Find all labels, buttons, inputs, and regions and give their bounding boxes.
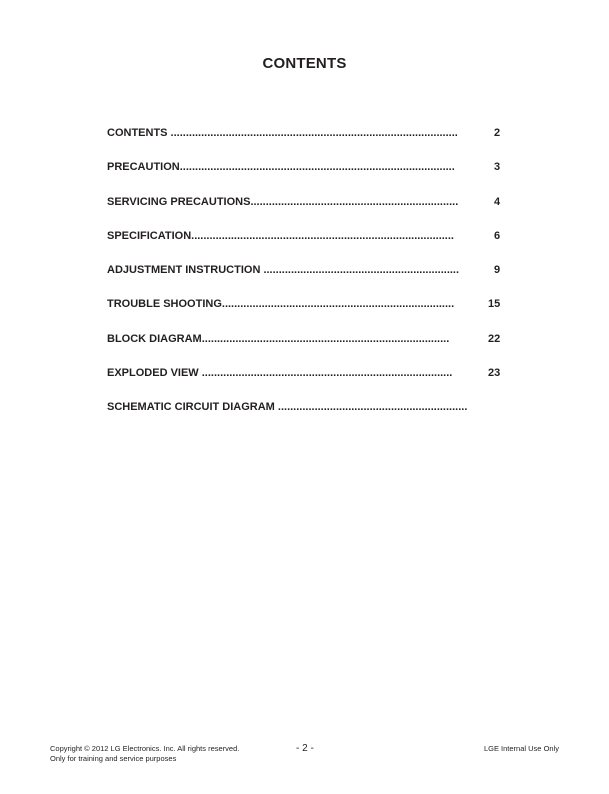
toc-leader: ..................................................................................: [198, 367, 453, 380]
toc-entry-text: [107, 196, 458, 208]
toc-leader: ..............................................................................................: [167, 127, 458, 139]
toc-label: CONTENTS: [107, 127, 168, 139]
toc-label: PRECAUTION: [107, 161, 180, 174]
toc-entry-servicing-precautions[interactable]: [107, 196, 507, 230]
copyright-notice: Copyright © 2012 LG Electronics. Inc. All rights reserved.: [50, 744, 240, 753]
toc-entry-adjustment-instruction[interactable]: [107, 264, 507, 298]
toc-leader: .................................................................................: [201, 332, 450, 345]
toc-leader: ............................................................................: [221, 298, 455, 311]
toc-entry-text: [107, 161, 455, 173]
toc-page-number: 23: [488, 367, 501, 380]
toc-label: ADJUSTMENT INSTRUCTION: [107, 264, 261, 277]
toc-label: SPECIFICATION: [107, 229, 192, 242]
toc-entry-text: [107, 333, 449, 345]
toc-entry-text: [107, 230, 454, 242]
training-notice: Only for training and service purposes: [50, 754, 177, 763]
toc-page-number: 22: [488, 332, 501, 345]
toc-entry-contents[interactable]: [107, 127, 507, 161]
toc-entry-text: [107, 264, 459, 276]
toc-entry-text: [107, 367, 452, 379]
toc-leader: ..........................................................................................: [179, 161, 455, 174]
toc-entry-text: [107, 127, 458, 139]
toc-page-number: 15: [488, 298, 501, 311]
footer-copyright-block: [50, 744, 239, 764]
toc-label: BLOCK DIAGRAM: [107, 332, 202, 345]
toc-entry-specification[interactable]: [107, 230, 507, 264]
toc-entry-text: [107, 401, 467, 413]
page-number: - 2 -: [296, 743, 314, 754]
toc-leader: ....................................................................: [250, 195, 459, 208]
toc-leader: ......................................................................................: [191, 229, 454, 242]
toc-label: SERVICING PRECAUTIONS: [107, 195, 251, 208]
table-of-contents: [107, 127, 507, 436]
toc-page-number: 4: [494, 195, 501, 208]
toc-entry-text: [107, 298, 454, 310]
toc-page-number: 6: [494, 229, 501, 242]
toc-label: TROUBLE SHOOTING: [107, 298, 222, 311]
toc-leader: ................................................................: [260, 264, 460, 277]
toc-page-number: 3: [494, 161, 501, 174]
internal-use-notice: LGE Internal Use Only: [483, 744, 559, 753]
page-title: CONTENTS: [262, 55, 347, 72]
toc-page-number: 2: [494, 127, 501, 139]
toc-entry-exploded-view[interactable]: [107, 367, 507, 401]
toc-entry-block-diagram[interactable]: [107, 333, 507, 367]
toc-entry-schematic-circuit-diagram[interactable]: [107, 401, 507, 435]
toc-leader: ..............................................................: [274, 401, 468, 414]
toc-label: EXPLODED VIEW: [107, 367, 199, 380]
toc-label: SCHEMATIC CIRCUIT DIAGRAM: [107, 401, 275, 414]
toc-entry-trouble-shooting[interactable]: [107, 298, 507, 332]
toc-page-number: 9: [494, 264, 501, 277]
toc-entry-precaution[interactable]: [107, 161, 507, 195]
